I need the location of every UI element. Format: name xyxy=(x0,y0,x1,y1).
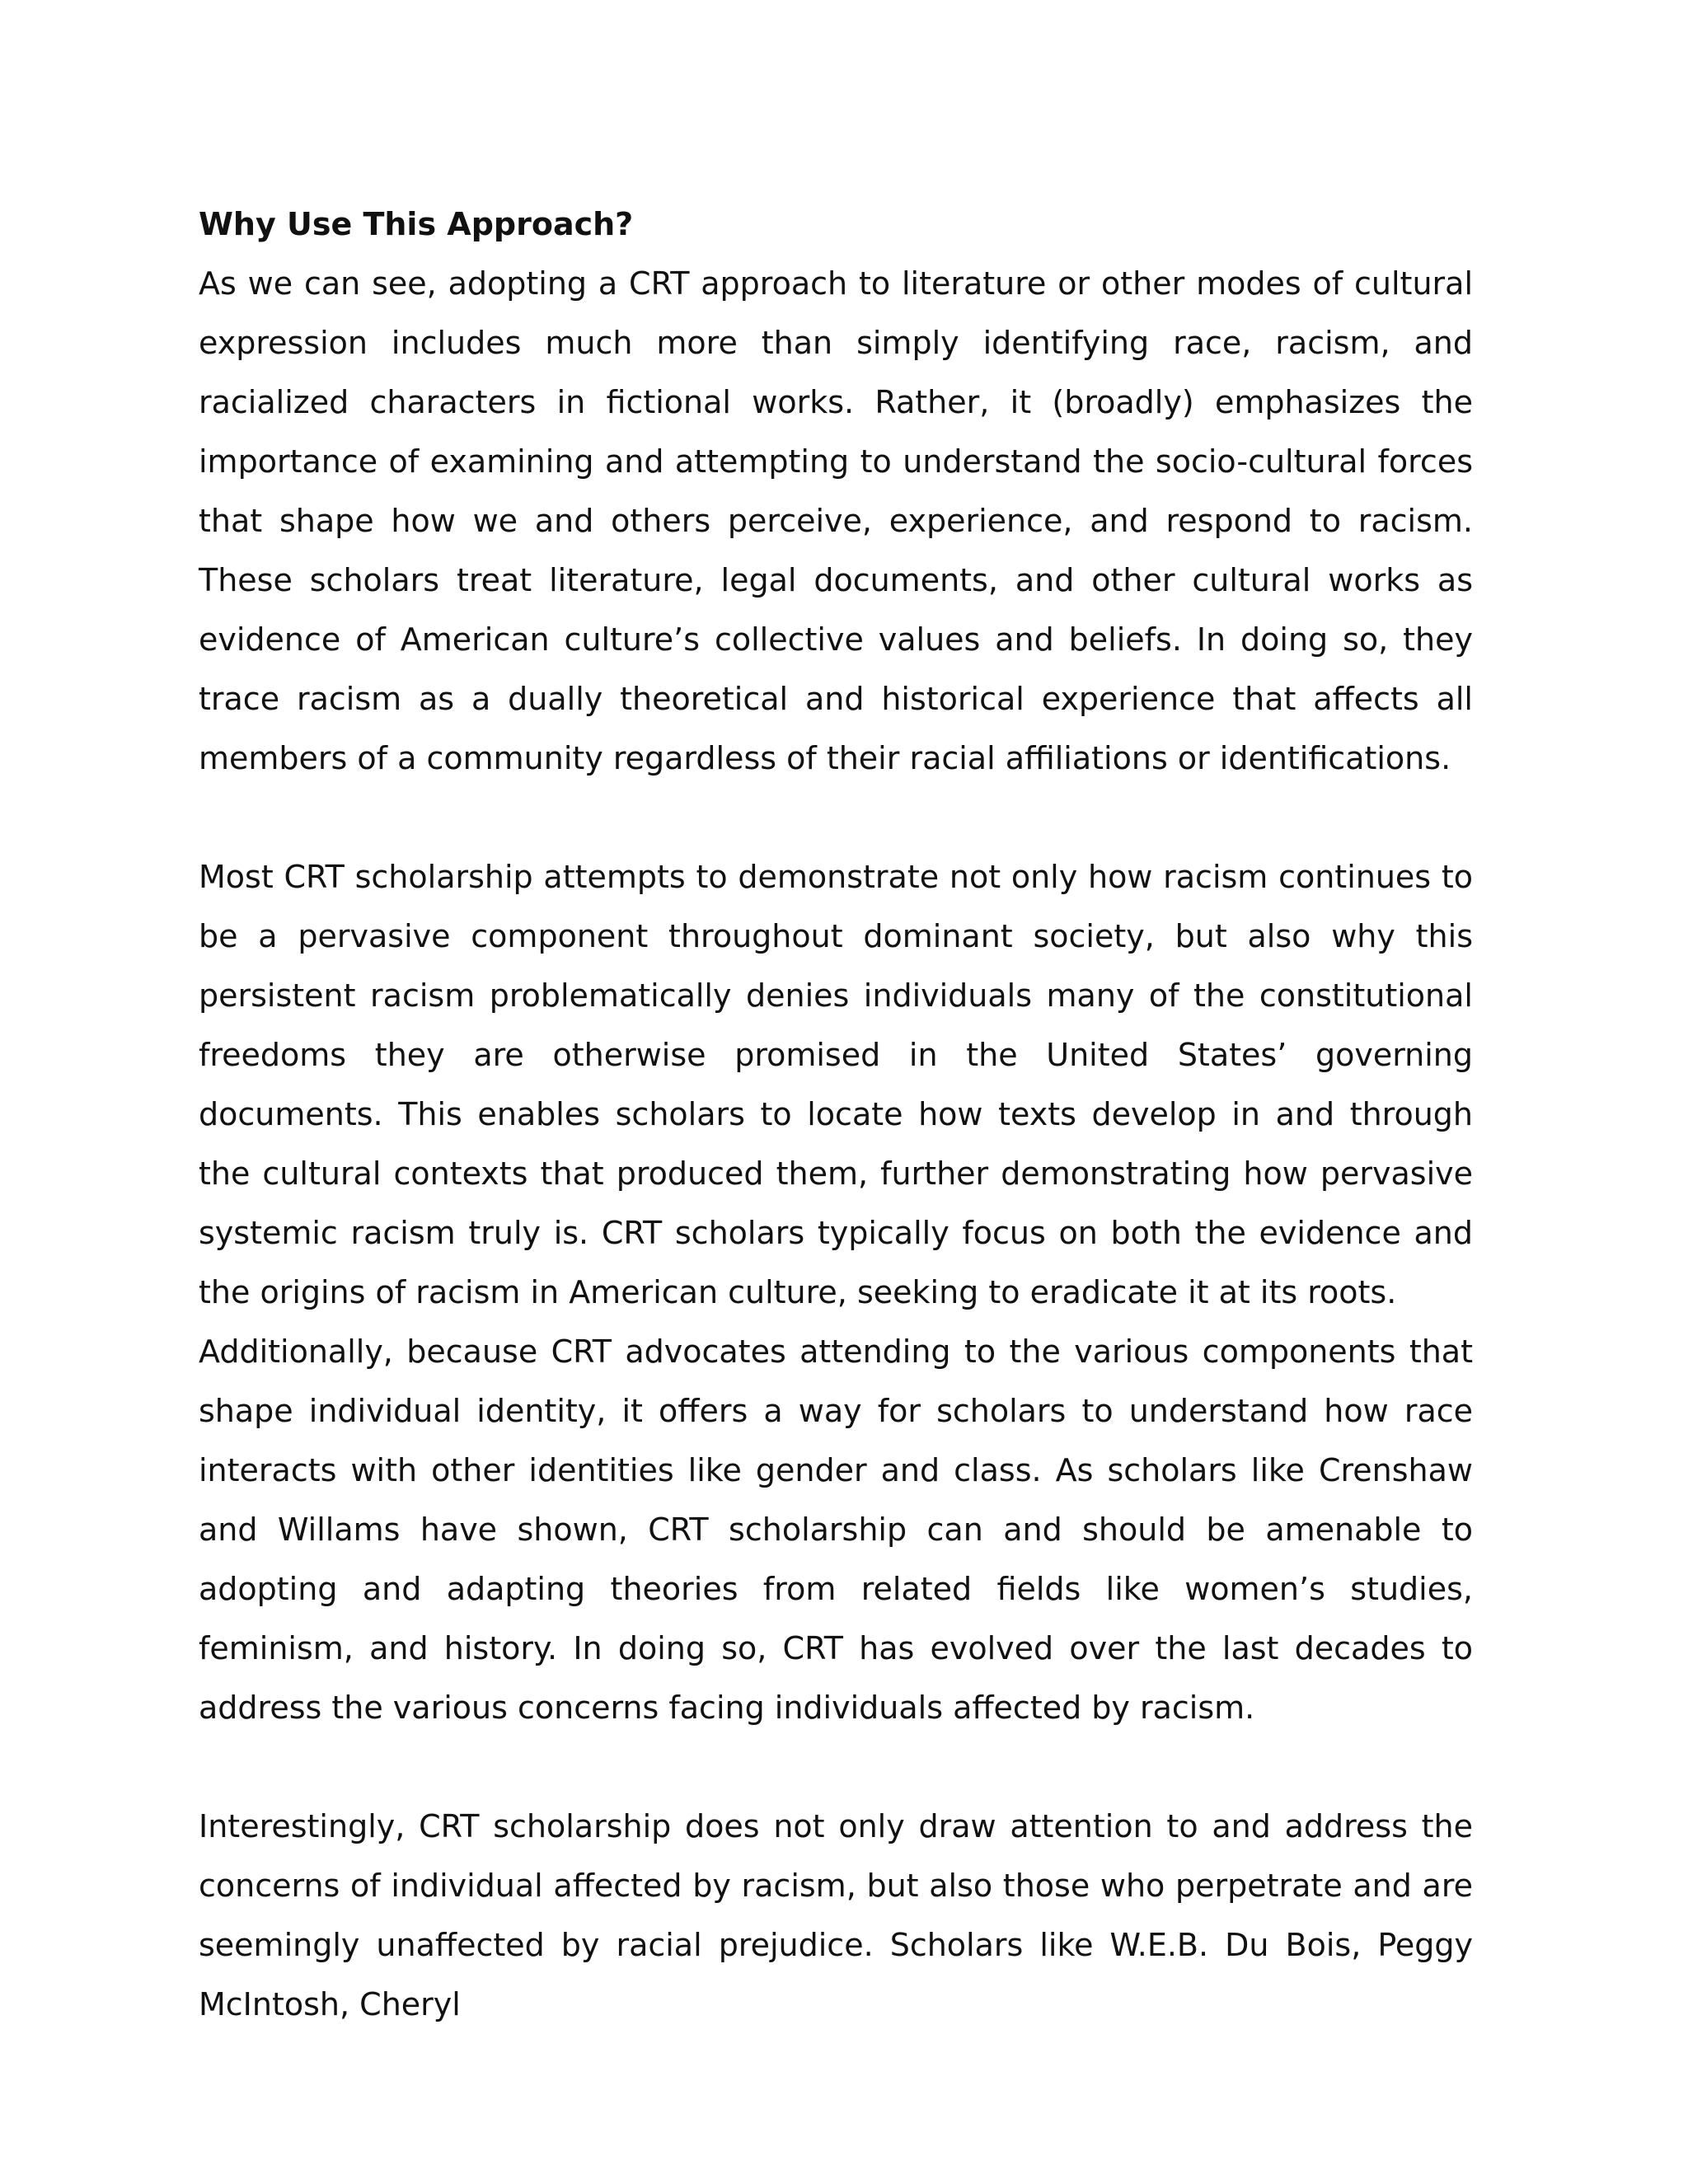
paragraph-scholarship: Most CRT scholarship attempts to demonstrate not only how racism continues to be a pervasive component throughout dominant society, but also why this persistent racism problematically denies individuals many of the constitutional freedoms they are otherwise promised in the United States’ governing documents. This enables scholars to locate how texts develop in and through the cultural contexts that produced them, further demonstrating how pervasive systemic racism truly is. CRT scholars typically focus on both the evidence and the origins of racism in American culture, seeking to eradicate it at its roots. xyxy=(199,859,1473,1310)
document-body xyxy=(199,194,1473,2034)
section-heading: Why Use This Approach? xyxy=(199,206,634,242)
paragraph-interestingly: Interestingly, CRT scholarship does not only draw attention to and address the concerns of individual affected by racism, but also those who perpetrate and are seemingly unaffected by racial prejudice. Scholars like W.E.B. Du Bois, Peggy McIntosh, Cheryl xyxy=(199,1808,1473,2022)
paragraph-intro: As we can see, adopting a CRT approach to literature or other modes of cultural expression includes much more than simply identifying race, racism, and racialized characters in fictional works. Rather, it (broadly) emphasizes the importance of examining and attempting to understand the socio-cultural forces that shape how we and others perceive, experience, and respond to racism. These scholars treat literature, legal documents, and other cultural works as evidence of American culture’s collective values and beliefs. In doing so, they trace racism as a dually theoretical and historical experience that affects all members of a community regardless of their racial affiliations or identifications. xyxy=(199,265,1473,776)
paragraph-additionally: Additionally, because CRT advocates attending to the various components that shape individual identity, it offers a way for scholars to understand how race interacts with other identities like gender and class. As scholars like Crenshaw and Willams have shown, CRT scholarship can and should be amenable to adopting and adapting theories from related fields like women’s studies, feminism, and history. In doing so, CRT has evolved over the last decades to address the various concerns facing individuals affected by racism. xyxy=(199,1333,1473,1726)
